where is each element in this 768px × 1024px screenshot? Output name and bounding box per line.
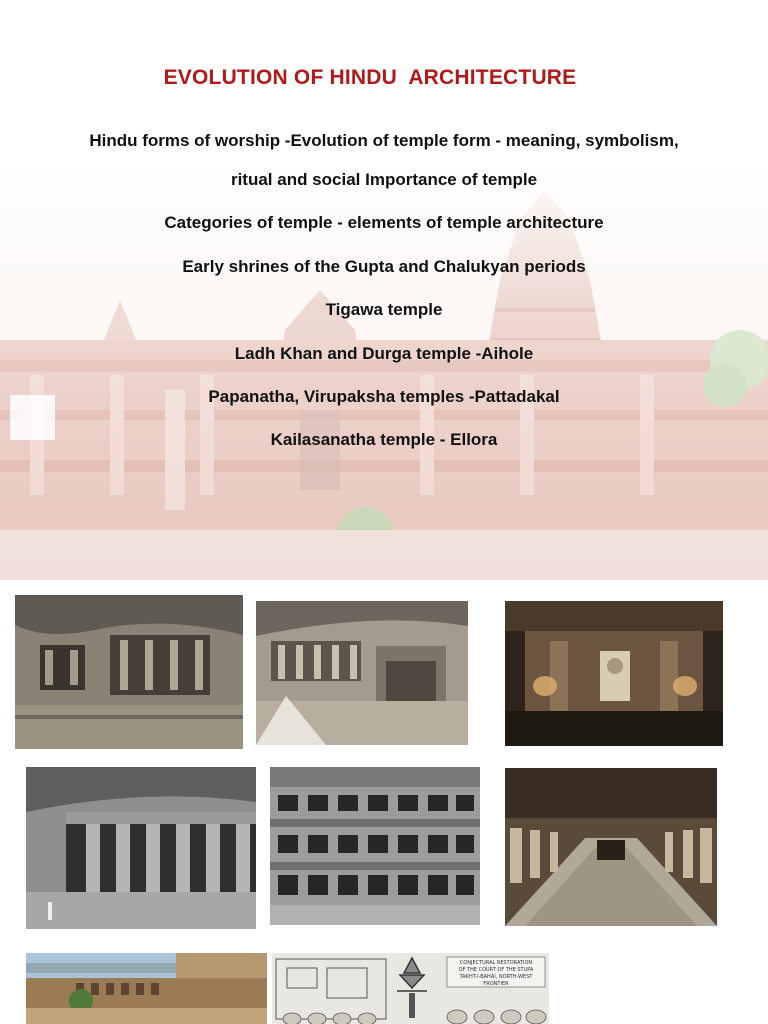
topic-line: Papanatha, Virupaksha temples -Pattadakal: [208, 387, 560, 406]
svg-text:TAKHT-I-BAHAI, NORTH-WEST: TAKHT-I-BAHAI, NORTH-WEST: [459, 974, 533, 980]
topic-line: Hindu forms of worship -Evolution of temple form - meaning, symbolism,: [89, 131, 679, 150]
multi-storey-cave-facade-bw-photo: [270, 767, 480, 925]
carved-cliff-caves-photo: [256, 601, 468, 745]
monastery-ruins-photo: [26, 953, 267, 1024]
svg-text:FRONTIER: FRONTIER: [483, 981, 509, 987]
topic-line: Early shrines of the Gupta and Chalukyan periods: [182, 257, 586, 276]
pillared-cave-entrance-bw-photo: [26, 767, 256, 929]
topic-line: ritual and social Importance of temple: [230, 170, 538, 189]
topic-line: Tigawa temple: [325, 300, 443, 319]
svg-text:OF THE COURT OF THE STUPA: OF THE COURT OF THE STUPA: [458, 967, 534, 973]
topic-line: Kailasanatha temple - Ellora: [270, 430, 498, 449]
page-title: EVOLUTION OF HINDU ARCHITECTURE: [163, 66, 577, 89]
lit-cave-shrine-interior-photo: [505, 601, 723, 746]
topic-line: Categories of temple - elements of temple architecture: [164, 213, 604, 232]
svg-text:CONJECTURAL RESTORATION: CONJECTURAL RESTORATION: [459, 960, 533, 966]
rock-cut-cave-facade-photo: [15, 595, 243, 749]
pillared-cave-hall-interior-photo: [505, 768, 717, 926]
conjectural-restoration-drawing: [272, 953, 549, 1024]
topic-line: Ladh Khan and Durga temple -Aihole: [234, 344, 534, 363]
